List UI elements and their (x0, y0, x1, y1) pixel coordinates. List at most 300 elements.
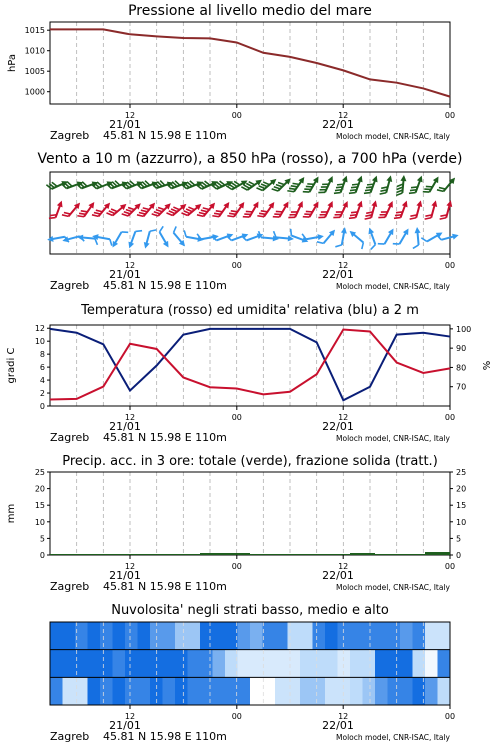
x-tick-label: 12 (338, 712, 349, 721)
y-tick-label: 10 (34, 337, 45, 347)
cloud-cell (288, 622, 301, 650)
y2-tick-label: 15 (456, 501, 467, 511)
x-tick-label: 00 (444, 261, 456, 270)
x-tick-label: 00 (231, 712, 242, 721)
precip-bar (375, 554, 400, 555)
model-label: Moloch model, CNR-ISAC, Italy (336, 733, 450, 742)
cloud-cell (188, 622, 201, 650)
y-tick-label: 15 (34, 501, 45, 511)
cloud-cell (88, 650, 101, 678)
cloud-cell (213, 677, 226, 705)
x-tick-label: 00 (231, 562, 242, 571)
x-tick-label: 12 (338, 261, 349, 270)
barb-feather (378, 215, 385, 220)
date-label: 22/01 (322, 569, 354, 582)
barb-staff (295, 205, 301, 218)
wind-barb (256, 174, 278, 194)
date-label: 22/01 (322, 118, 354, 131)
wind-barb (425, 199, 439, 222)
wind-barb (378, 225, 396, 248)
precip-bar (350, 553, 375, 555)
cloud-cell (338, 650, 351, 678)
chart-title: Precip. acc. in 3 ore: totale (verde), frazione solida (tratt.) (62, 454, 438, 469)
barb-head (371, 200, 378, 207)
cloud-cell (363, 650, 376, 678)
x-tick-label: 12 (124, 413, 136, 422)
cloud-cell (300, 622, 313, 650)
y-tick-label: 1010 (24, 46, 45, 56)
barb-feather (318, 190, 325, 195)
barb-head (431, 200, 438, 207)
barb-head (388, 227, 396, 235)
barb-staff (386, 179, 390, 193)
wind-barb (440, 199, 454, 222)
barb-feather (172, 226, 179, 232)
precip-bar (150, 554, 175, 555)
wind-barb (110, 228, 128, 251)
wind-barb (92, 199, 112, 221)
barb-staff (246, 236, 259, 241)
x-tick-label: 00 (444, 111, 456, 120)
wind-barb (272, 174, 293, 195)
cloud-cell (438, 650, 451, 678)
precip-bar (50, 554, 75, 555)
y2-tick-label: 10 (456, 517, 467, 527)
date-label: 22/01 (322, 268, 354, 281)
wind-barb (152, 199, 173, 220)
wind-barb (318, 198, 335, 221)
cloud-cell (400, 650, 413, 678)
barb-feather (349, 191, 356, 196)
temperature-line (50, 330, 450, 400)
y-tick-label: 4 (39, 376, 45, 386)
cloud-cell (388, 622, 401, 650)
barb-staff (385, 205, 391, 218)
coords-label: 45.81 N 15.98 E 110m (103, 730, 227, 743)
wind-barb (393, 225, 411, 248)
plot-frame (50, 325, 450, 406)
barb-feather (150, 228, 157, 232)
barb-staff (115, 232, 122, 244)
barb-staff (66, 236, 80, 240)
cloud-cell (325, 677, 338, 705)
cloud-cell (288, 650, 301, 678)
y-tick-label: 1000 (24, 87, 45, 97)
model-label: Moloch model, CNR-ISAC, Italy (336, 132, 450, 141)
wind-barb (166, 199, 188, 219)
wind-barb (62, 233, 85, 247)
date-label: 21/01 (109, 118, 141, 131)
cloud-cell (113, 677, 126, 705)
station-label: Zagreb (50, 580, 90, 593)
x-tick-label: 00 (231, 413, 242, 422)
wind-barb (155, 226, 173, 249)
barb-feather (183, 230, 187, 236)
y-tick-label: 10 (34, 517, 45, 527)
x-tick-label: 00 (444, 413, 456, 422)
station-label: Zagreb (50, 279, 90, 292)
barb-feather (378, 241, 385, 247)
wind-barb (287, 174, 306, 196)
cloud-cell (275, 650, 288, 678)
y-tick-label: 0 (39, 551, 45, 560)
cloud-cell (438, 677, 451, 705)
cloud-cell (400, 677, 413, 705)
x-tick-label: 12 (338, 562, 349, 571)
barb-staff (325, 205, 331, 218)
wind-barb (257, 199, 276, 221)
barb-staff (56, 204, 61, 217)
barb-staff (186, 237, 200, 239)
chart-title: Pressione al livello medio del mare (128, 3, 372, 19)
precip-bar (175, 554, 200, 555)
wind-barb (423, 173, 441, 196)
barb-staff (353, 234, 364, 243)
cloud-cell (213, 622, 226, 650)
cloud-cell (263, 622, 276, 650)
cloud-cell (138, 650, 151, 678)
cloud-cell (163, 622, 176, 650)
barb-head (327, 200, 335, 208)
cloud-cell (275, 622, 288, 650)
wind-barb (126, 228, 142, 251)
barb-feather (394, 216, 401, 221)
barb-staff (356, 179, 361, 192)
x-tick-label: 12 (124, 712, 136, 721)
wind-barb (106, 199, 128, 219)
cloud-cell (88, 677, 101, 705)
cloud-cell (100, 677, 113, 705)
wind-barb (181, 199, 203, 219)
y2-tick-label: 20 (456, 484, 467, 494)
barb-head (387, 200, 395, 208)
cloud-cell (238, 677, 251, 705)
wind-barb (409, 174, 425, 197)
barb-staff (402, 179, 403, 193)
barb-feather (370, 245, 377, 250)
y-axis-label: gradi C (6, 347, 17, 384)
wind-barb (288, 229, 311, 245)
cloud-cell (250, 622, 263, 650)
cloud-cell (263, 677, 276, 705)
barb-staff (51, 237, 65, 239)
wind-barb (364, 174, 380, 197)
wind-barb (197, 199, 217, 221)
cloud-cell (388, 650, 401, 678)
panel-2 (6, 303, 493, 444)
cloud-cell (250, 650, 263, 678)
cloud-cell (350, 622, 363, 650)
wind-barb (211, 176, 234, 193)
cloud-cell (200, 622, 213, 650)
precip-bar (225, 553, 250, 555)
barb-staff (371, 204, 375, 218)
barb-head (317, 233, 324, 240)
barb-head (372, 175, 380, 183)
cloud-cell (50, 677, 63, 705)
cloud-cell (263, 650, 276, 678)
y-tick-label: 5 (39, 534, 45, 544)
barb-feather (109, 239, 113, 245)
cloud-cell (350, 677, 363, 705)
cloud-cell (313, 622, 326, 650)
cloud-cell (238, 650, 251, 678)
cloud-cell (63, 677, 76, 705)
barb-staff (416, 179, 421, 192)
barb-staff (416, 204, 420, 218)
cloud-cell (63, 650, 76, 678)
station-label: Zagreb (50, 129, 90, 142)
barb-staff (261, 237, 275, 238)
x-tick-label: 12 (338, 111, 349, 120)
barb-head (297, 200, 305, 208)
cloud-cell (100, 622, 113, 650)
wind-barb (142, 228, 156, 251)
barb-head (366, 227, 374, 235)
cloud-cell (400, 622, 413, 650)
y2-tick-label: 5 (456, 534, 462, 544)
wind-barb (243, 198, 261, 221)
cloud-cell (188, 677, 201, 705)
cloud-cell (125, 622, 138, 650)
barb-staff (342, 231, 344, 245)
wind-barb (380, 174, 394, 197)
barb-head (253, 200, 261, 208)
y-tick-label: 1005 (24, 67, 45, 77)
wind-barb (437, 174, 457, 196)
barb-staff (81, 237, 95, 238)
barb-feather (122, 229, 129, 235)
chart-title: Nuvolosita' negli strati basso, medio e alto (111, 603, 389, 618)
cloud-cell (50, 650, 63, 678)
y2-tick-label: 80 (456, 363, 467, 373)
cloud-cell (438, 622, 451, 650)
pressure-line (50, 29, 450, 96)
y-tick-label: 1015 (24, 26, 45, 36)
barb-head (77, 234, 84, 241)
barb-feather (135, 229, 142, 234)
barb-head (341, 227, 348, 234)
cloud-cell (200, 677, 213, 705)
chart-title: Temperatura (rosso) ed umidita' relativa (blu) a 2 m (81, 303, 419, 318)
x-tick-label: 12 (124, 111, 136, 120)
barb-head (163, 241, 171, 249)
y-tick-label: 20 (34, 484, 45, 494)
panel-4 (50, 603, 455, 743)
cloud-cell (300, 650, 313, 678)
wind-barb (410, 199, 424, 222)
y-tick-label: 8 (39, 350, 45, 360)
barb-staff (146, 231, 150, 245)
barb-head (313, 175, 321, 183)
x-tick-label: 00 (444, 562, 456, 571)
cloud-cell (313, 677, 326, 705)
barb-head (452, 232, 459, 239)
precip-bar (275, 554, 300, 555)
cloud-cell (225, 677, 238, 705)
wind-barb (183, 230, 205, 243)
cloud-cell (288, 677, 301, 705)
barb-staff (446, 204, 450, 218)
precip-bar (400, 554, 425, 555)
x-tick-label: 00 (444, 712, 456, 721)
barb-head (416, 200, 423, 207)
barb-feather (334, 191, 341, 196)
barb-feather (409, 191, 416, 196)
precip-bar (425, 552, 450, 555)
barb-feather (413, 245, 419, 249)
cloud-cell (238, 622, 251, 650)
barb-staff (441, 236, 455, 240)
cloud-cell (225, 650, 238, 678)
cloud-cell (50, 622, 63, 650)
wind-barb (411, 227, 422, 249)
precip-bar (300, 554, 325, 555)
barb-staff (276, 237, 290, 238)
barb-staff (444, 181, 453, 192)
cloud-cell (175, 622, 188, 650)
barb-head (126, 242, 134, 250)
barb-staff (385, 232, 392, 244)
y-axis-label: hPa (7, 53, 18, 73)
barb-head (357, 175, 365, 183)
date-label: 22/01 (322, 719, 354, 732)
wind-barb (49, 199, 65, 222)
cloud-cell (175, 677, 188, 705)
panel-0 (7, 3, 455, 142)
wind-barb (421, 227, 444, 245)
barb-staff (324, 233, 333, 244)
cloud-cell (250, 677, 263, 705)
barb-staff (306, 237, 320, 239)
x-tick-label: 12 (124, 261, 136, 270)
cloud-cell (125, 650, 138, 678)
cloud-cell (125, 677, 138, 705)
y2-tick-label: 25 (456, 468, 467, 477)
barb-staff (371, 179, 376, 192)
y2-tick-label: 100 (456, 324, 472, 334)
y-tick-label: 2 (39, 389, 45, 399)
precip-bar (75, 554, 100, 555)
barb-feather (289, 229, 294, 236)
barb-head (403, 227, 411, 235)
wind-barb (77, 199, 96, 221)
cloud-cell (325, 622, 338, 650)
cloud-cell (163, 650, 176, 678)
cloud-cell (113, 622, 126, 650)
cloud-cell (425, 677, 438, 705)
cloud-cell (363, 677, 376, 705)
barb-staff (417, 231, 418, 245)
cloud-cell (175, 650, 188, 678)
precip-bar (325, 554, 350, 555)
model-label: Moloch model, CNR-ISAC, Italy (336, 282, 450, 291)
barb-head (433, 175, 441, 183)
barb-feather (421, 236, 427, 243)
precip-bar (100, 554, 125, 555)
wind-barb (212, 199, 231, 221)
x-tick-label: 12 (338, 413, 349, 422)
barb-head (327, 175, 335, 183)
cloud-cell (63, 622, 76, 650)
y2-tick-label: 90 (456, 344, 467, 354)
wind-barb (346, 229, 368, 249)
cloud-cell (363, 622, 376, 650)
date-label: 21/01 (109, 569, 141, 582)
barb-staff (160, 232, 167, 244)
cloud-cell (375, 677, 388, 705)
barb-staff (131, 231, 136, 244)
wind-barb (437, 229, 460, 243)
cloud-cell (213, 650, 226, 678)
cloud-cell (200, 650, 213, 678)
barb-staff (356, 204, 361, 217)
barb-feather (360, 242, 366, 249)
barb-head (414, 227, 421, 234)
barb-staff (401, 204, 406, 217)
wind-barb (288, 198, 305, 221)
barb-staff (325, 180, 331, 193)
wind-barb (364, 227, 380, 250)
barb-staff (371, 231, 376, 244)
barb-feather (333, 215, 340, 220)
precip-bar (200, 553, 225, 555)
barb-staff (69, 206, 78, 217)
coords-label: 45.81 N 15.98 E 110m (103, 580, 227, 593)
wind-barb (349, 199, 365, 222)
cloud-cell (375, 622, 388, 650)
cloud-cell (425, 650, 438, 678)
panel-1 (37, 151, 462, 292)
barb-head (400, 175, 407, 182)
barb-feather (288, 215, 295, 220)
date-label: 21/01 (109, 719, 141, 732)
y2-axis-label: % (482, 360, 493, 371)
barb-head (386, 175, 393, 182)
cloud-cell (325, 650, 338, 678)
barb-head (57, 200, 65, 208)
barb-feather (393, 241, 400, 247)
y-tick-label: 6 (39, 363, 45, 373)
barb-head (436, 230, 444, 238)
panel-3 (6, 454, 466, 593)
cloud-cell (313, 650, 326, 678)
barb-feather (335, 244, 341, 248)
x-tick-label: 12 (124, 562, 136, 571)
model-label: Moloch model, CNR-ISAC, Italy (336, 583, 450, 592)
wind-barb (378, 198, 395, 221)
barb-staff (400, 232, 407, 244)
y-tick-label: 0 (39, 402, 45, 411)
x-tick-label: 00 (231, 261, 242, 270)
wind-barb (365, 199, 379, 222)
cloud-cell (350, 650, 363, 678)
date-label: 22/01 (322, 420, 354, 433)
wind-barb (334, 174, 350, 197)
y-tick-label: 25 (34, 468, 45, 477)
precip-bar (125, 554, 150, 555)
humidity-line (50, 329, 450, 400)
y2-tick-label: 0 (456, 551, 462, 560)
barb-feather (349, 216, 356, 221)
y2-tick-label: 70 (456, 382, 467, 392)
barb-head (402, 200, 410, 208)
y-tick-label: 12 (34, 324, 45, 334)
barb-staff (431, 204, 435, 218)
chart-title: Vento a 10 m (azzurro), a 850 hPa (rosso), a 700 hPa (verde) (37, 151, 463, 167)
barb-head (357, 200, 365, 208)
barb-feather (158, 226, 165, 232)
